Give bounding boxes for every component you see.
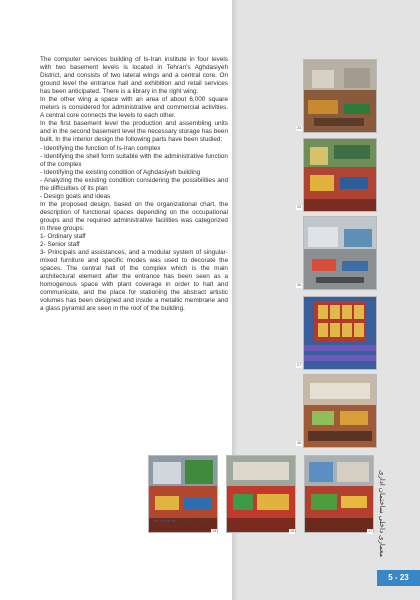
- paragraph-wing: In the other wing a space with an area of about 6,000 square meters is considered for administrative and commercial activities. A central core connects the levels to each other.: [40, 96, 228, 120]
- list-item: - Identifying the function of Is-Iran complex: [40, 144, 161, 152]
- paragraph-proposed-design: In the proposed design, based on the organizational chart, the description of functional spaces depending on the occupational groups and the required administrative facilities was categorized in three groups:: [40, 200, 228, 232]
- figure-number: 27: [297, 363, 302, 367]
- list-item: - Design goals and ideas: [40, 192, 111, 200]
- running-title: معماری داخلی ساختمان اداری: [378, 470, 385, 558]
- page-number-badge: 5 - 23: [377, 570, 420, 586]
- figure-number: 17: [368, 529, 373, 533]
- paragraph-intro: The computer services building of Is-Iran institute in four levels with two basement levels is located in Tehran's Aghdasiyeh District, and consists of two lateral wings and a central core. On ground level the entrance hall and exhibition and retail services has been anticipated. There is a library in the right wing.: [40, 56, 228, 96]
- figure-number: 19: [212, 529, 217, 533]
- interior-render-7: [226, 455, 296, 533]
- interior-render-5: [303, 374, 377, 448]
- figure-number: 24: [297, 126, 302, 130]
- paragraph-basement: In the first basement level the production and assembling units and in the second basement level the necessary storage has been built. In the interior design the following parts have been studied:: [40, 120, 228, 144]
- interior-render-4: [303, 296, 377, 370]
- figure-number: 26: [297, 283, 302, 287]
- interior-render-1: [303, 59, 377, 133]
- figure-number: 25: [297, 205, 302, 209]
- caption-numbers: ۱۹-۱۸-۱۷-۲۸: [154, 518, 176, 523]
- list-item: - Identifying the shell form suitable with the administrative function of the complex: [40, 152, 228, 168]
- figure-number: 18: [290, 529, 295, 533]
- list-item: - Analyzing the existing condition considering the possibilities and the difficulties of its plan: [40, 176, 228, 192]
- list-item: 2- Senior staff: [40, 241, 80, 249]
- figure-caption: [154, 518, 211, 523]
- interior-render-3: [303, 216, 377, 290]
- interior-render-8: [304, 455, 374, 533]
- interior-render-2: [303, 138, 377, 212]
- article-body: [40, 56, 228, 314]
- paragraph-principals: 3- Principals and assistances, and a modular system of singular-mixed furniture and specific modes was used to decorate the spaces. The central hall of the complex which is the main architectural element after the entrance has been seen as a homogenous space with plant coverage in order to halt and communicate, and the place for stationing the abstract artistic volumes has been designed and inside a metallic membrane and a glass pyramid are seen in the roof of the building.: [40, 249, 228, 313]
- list-item: - Identifying the existing condition of Aghdasiyeh building: [40, 168, 201, 176]
- figure-number: 28: [297, 441, 302, 445]
- list-item: 1- Ordinary staff: [40, 233, 86, 241]
- caption-text: پلان‌های مجتمع اداری: [176, 518, 211, 523]
